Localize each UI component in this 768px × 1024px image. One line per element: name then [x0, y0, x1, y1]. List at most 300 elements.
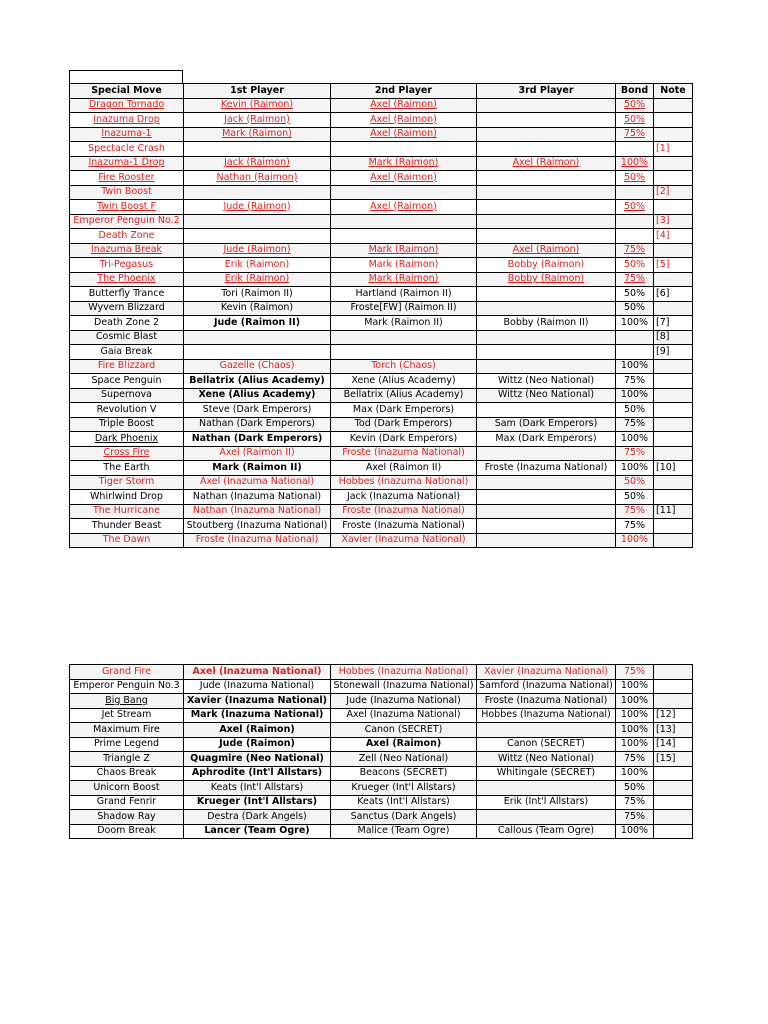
table-row — [70, 679, 693, 694]
special-move-cell: Emperor Penguin No.3 — [70, 679, 184, 694]
special-move-cell: Big Bang — [70, 694, 184, 709]
table-row — [70, 694, 693, 709]
table-row — [70, 171, 693, 186]
player3-cell — [477, 533, 616, 548]
bond-cell: 50% — [616, 781, 654, 796]
table-row — [70, 142, 693, 157]
player3-cell — [477, 127, 616, 142]
player3-cell: Froste (Inazuma National) — [477, 461, 616, 476]
special-move-cell: Butterfly Trance — [70, 287, 184, 302]
note-cell — [654, 301, 693, 316]
bond-cell: 75% — [616, 519, 654, 534]
bond-cell: 75% — [616, 752, 654, 767]
bond-cell: 50% — [616, 200, 654, 215]
player2-cell: Axel (Raimon) — [331, 200, 477, 215]
note-cell — [654, 665, 693, 680]
bond-cell — [616, 330, 654, 345]
player3-cell — [477, 171, 616, 186]
header-3rd-player: 3rd Player — [477, 84, 616, 99]
player1-cell: Nathan (Dark Emperors) — [184, 432, 331, 447]
header-1st-player: 1st Player — [184, 84, 331, 99]
note-cell — [654, 432, 693, 447]
player3-cell: Sam (Dark Emperors) — [477, 417, 616, 432]
note-cell — [654, 766, 693, 781]
player1-cell: Xene (Alius Academy) — [184, 388, 331, 403]
player1-cell: Axel (Raimon II) — [184, 446, 331, 461]
note-cell: [9] — [654, 345, 693, 360]
note-cell — [654, 113, 693, 128]
player3-cell — [477, 403, 616, 418]
player1-cell: Nathan (Dark Emperors) — [184, 417, 331, 432]
special-move-cell: Dark Phoenix — [70, 432, 184, 447]
bond-cell — [616, 229, 654, 244]
player3-cell: Erik (Int'l Allstars) — [477, 795, 616, 810]
player1-cell: Froste (Inazuma National) — [184, 533, 331, 548]
special-move-cell: Supernova — [70, 388, 184, 403]
bond-cell: 75% — [616, 243, 654, 258]
special-move-cell: Triangle Z — [70, 752, 184, 767]
special-move-cell: Shadow Ray — [70, 810, 184, 825]
table-row — [70, 533, 693, 548]
special-move-cell: Spectacle Crash — [70, 142, 184, 157]
table-row — [70, 98, 693, 113]
player1-cell: Nathan (Raimon) — [184, 171, 331, 186]
player1-cell: Axel (Inazuma National) — [184, 475, 331, 490]
special-move-cell: Twin Boost F — [70, 200, 184, 215]
player1-cell: Krueger (Int'l Allstars) — [184, 795, 331, 810]
player3-cell — [477, 519, 616, 534]
special-move-cell: The Hurricane — [70, 504, 184, 519]
player3-cell: Xavier (Inazuma National) — [477, 665, 616, 680]
player2-cell: Froste (Inazuma National) — [331, 504, 477, 519]
special-move-cell: Emperor Penguin No.2 — [70, 214, 184, 229]
table-row — [70, 432, 693, 447]
special-move-cell: Death Zone — [70, 229, 184, 244]
table-row — [70, 316, 693, 331]
player2-cell: Beacons (SECRET) — [331, 766, 477, 781]
player2-cell: Axel (Inazuma National) — [331, 708, 477, 723]
player3-cell — [477, 723, 616, 738]
table-row — [70, 272, 693, 287]
player2-cell: Froste (Inazuma National) — [331, 446, 477, 461]
player2-cell — [331, 185, 477, 200]
player1-cell: Steve (Dark Emperors) — [184, 403, 331, 418]
player1-cell — [184, 345, 331, 360]
table-row — [70, 200, 693, 215]
note-cell — [654, 417, 693, 432]
table-row — [70, 287, 693, 302]
note-cell — [654, 200, 693, 215]
player1-cell: Mark (Raimon II) — [184, 461, 331, 476]
note-cell: [6] — [654, 287, 693, 302]
player3-cell — [477, 142, 616, 157]
player2-cell — [331, 214, 477, 229]
table-row — [70, 229, 693, 244]
bond-cell: 75% — [616, 417, 654, 432]
player2-cell: Axel (Raimon) — [331, 113, 477, 128]
player3-cell: Bobby (Raimon II) — [477, 316, 616, 331]
player2-cell: Hartland (Raimon II) — [331, 287, 477, 302]
player3-cell — [477, 810, 616, 825]
player1-cell — [184, 330, 331, 345]
player1-cell: Jude (Raimon II) — [184, 316, 331, 331]
player3-cell — [477, 287, 616, 302]
player2-cell: Keats (Int'l Allstars) — [331, 795, 477, 810]
table-row — [70, 490, 693, 505]
player2-cell: Mark (Raimon II) — [331, 316, 477, 331]
note-cell — [654, 795, 693, 810]
player3-cell — [477, 359, 616, 374]
player1-cell: Aphrodite (Int'l Allstars) — [184, 766, 331, 781]
bond-cell: 75% — [616, 127, 654, 142]
player2-cell — [331, 142, 477, 157]
bond-cell: 100% — [616, 679, 654, 694]
player1-cell: Lancer (Team Ogre) — [184, 824, 331, 839]
player2-cell — [331, 345, 477, 360]
player1-cell: Xavier (Inazuma National) — [184, 694, 331, 709]
note-cell — [654, 403, 693, 418]
player1-cell: Jack (Raimon) — [184, 156, 331, 171]
header-row — [70, 84, 693, 99]
player1-cell: Jack (Raimon) — [184, 113, 331, 128]
bond-cell: 75% — [616, 272, 654, 287]
player1-cell: Destra (Dark Angels) — [184, 810, 331, 825]
player3-cell — [477, 490, 616, 505]
bond-cell: 100% — [616, 316, 654, 331]
note-cell: [13] — [654, 723, 693, 738]
special-move-cell: Prime Legend — [70, 737, 184, 752]
player2-cell: Jack (Inazuma National) — [331, 490, 477, 505]
player2-cell: Krueger (Int'l Allstars) — [331, 781, 477, 796]
bond-cell: 100% — [616, 824, 654, 839]
bond-cell: 50% — [616, 287, 654, 302]
player3-cell — [477, 446, 616, 461]
player2-cell: Max (Dark Emperors) — [331, 403, 477, 418]
bond-cell: 100% — [616, 766, 654, 781]
bond-cell: 100% — [616, 156, 654, 171]
player1-cell: Erik (Raimon) — [184, 258, 331, 273]
player3-cell: Axel (Raimon) — [477, 156, 616, 171]
bond-cell: 100% — [616, 708, 654, 723]
bond-cell: 100% — [616, 432, 654, 447]
table-row — [70, 781, 693, 796]
special-move-cell: The Earth — [70, 461, 184, 476]
player2-cell: Mark (Raimon) — [331, 243, 477, 258]
player3-cell: Hobbes (Inazuma National) — [477, 708, 616, 723]
table-row — [70, 330, 693, 345]
special-move-cell: Doom Break — [70, 824, 184, 839]
note-cell — [654, 490, 693, 505]
note-cell — [654, 388, 693, 403]
player1-cell: Quagmire (Neo National) — [184, 752, 331, 767]
note-cell: [1] — [654, 142, 693, 157]
special-move-cell: Triple Boost — [70, 417, 184, 432]
special-move-cell: The Phoenix — [70, 272, 184, 287]
bond-cell — [616, 345, 654, 360]
note-cell: [3] — [654, 214, 693, 229]
bond-cell: 100% — [616, 737, 654, 752]
special-moves-table-2 — [69, 664, 693, 839]
player2-cell: Axel (Raimon II) — [331, 461, 477, 476]
special-move-cell: Twin Boost — [70, 185, 184, 200]
player3-cell: Axel (Raimon) — [477, 243, 616, 258]
header-note: Note — [654, 84, 693, 99]
player2-cell: Zell (Neo National) — [331, 752, 477, 767]
table-row — [70, 504, 693, 519]
table-row — [70, 359, 693, 374]
player3-cell — [477, 185, 616, 200]
table-row — [70, 723, 693, 738]
header-special-move: Special Move — [70, 84, 184, 99]
special-move-cell: Inazuma Drop — [70, 113, 184, 128]
note-cell — [654, 446, 693, 461]
table-row — [70, 824, 693, 839]
bond-cell: 100% — [616, 359, 654, 374]
player3-cell — [477, 98, 616, 113]
table-row — [70, 185, 693, 200]
sheet-corner-cell — [69, 70, 183, 84]
player2-cell: Bellatrix (Alius Academy) — [331, 388, 477, 403]
note-cell — [654, 359, 693, 374]
player1-cell: Mark (Raimon) — [184, 127, 331, 142]
player2-cell: Mark (Raimon) — [331, 258, 477, 273]
special-move-cell: Revolution V — [70, 403, 184, 418]
special-move-cell: Inazuma Break — [70, 243, 184, 258]
note-cell: [15] — [654, 752, 693, 767]
bond-cell: 75% — [616, 374, 654, 389]
table-row — [70, 461, 693, 476]
special-move-cell: Wyvern Blizzard — [70, 301, 184, 316]
special-move-cell: Whirlwind Drop — [70, 490, 184, 505]
special-move-cell: Dragon Tornado — [70, 98, 184, 113]
player1-cell: Axel (Raimon) — [184, 723, 331, 738]
table-row — [70, 301, 693, 316]
player1-cell: Nathan (Inazuma National) — [184, 504, 331, 519]
table-row — [70, 243, 693, 258]
bond-cell — [616, 142, 654, 157]
note-cell — [654, 98, 693, 113]
header-2nd-player: 2nd Player — [331, 84, 477, 99]
special-move-cell: Inazuma-1 Drop — [70, 156, 184, 171]
player1-cell: Erik (Raimon) — [184, 272, 331, 287]
bond-cell: 50% — [616, 403, 654, 418]
player2-cell: Malice (Team Ogre) — [331, 824, 477, 839]
special-move-cell: Space Penguin — [70, 374, 184, 389]
player1-cell: Gazelle (Chaos) — [184, 359, 331, 374]
player2-cell: Xene (Alius Academy) — [331, 374, 477, 389]
special-move-cell: Grand Fenrir — [70, 795, 184, 810]
player2-cell: Jude (Inazuma National) — [331, 694, 477, 709]
note-cell — [654, 533, 693, 548]
bond-cell: 50% — [616, 98, 654, 113]
note-cell — [654, 694, 693, 709]
table-row — [70, 519, 693, 534]
player3-cell — [477, 200, 616, 215]
player3-cell: Bobby (Raimon) — [477, 272, 616, 287]
player3-cell: Canon (SECRET) — [477, 737, 616, 752]
special-move-cell: Fire Blizzard — [70, 359, 184, 374]
table-row — [70, 403, 693, 418]
bond-cell: 50% — [616, 258, 654, 273]
header-bond: Bond — [616, 84, 654, 99]
player3-cell: Bobby (Raimon) — [477, 258, 616, 273]
table-row — [70, 388, 693, 403]
player2-cell: Canon (SECRET) — [331, 723, 477, 738]
player1-cell: Stoutberg (Inazuma National) — [184, 519, 331, 534]
special-move-cell: Jet Stream — [70, 708, 184, 723]
bond-cell: 75% — [616, 504, 654, 519]
player1-cell — [184, 185, 331, 200]
note-cell: [12] — [654, 708, 693, 723]
table-row — [70, 795, 693, 810]
player2-cell: Mark (Raimon) — [331, 272, 477, 287]
player2-cell: Kevin (Dark Emperors) — [331, 432, 477, 447]
note-cell: [2] — [654, 185, 693, 200]
special-move-cell: Tri-Pegasus — [70, 258, 184, 273]
player2-cell: Xavier (Inazuma National) — [331, 533, 477, 548]
note-cell: [8] — [654, 330, 693, 345]
player3-cell: Max (Dark Emperors) — [477, 432, 616, 447]
player3-cell — [477, 345, 616, 360]
player1-cell: Kevin (Raimon) — [184, 98, 331, 113]
player2-cell: Torch (Chaos) — [331, 359, 477, 374]
special-move-cell: Death Zone 2 — [70, 316, 184, 331]
special-move-cell: Chaos Break — [70, 766, 184, 781]
player3-cell — [477, 229, 616, 244]
player1-cell: Jude (Raimon) — [184, 243, 331, 258]
player1-cell: Kevin (Raimon) — [184, 301, 331, 316]
player3-cell — [477, 781, 616, 796]
bond-cell: 75% — [616, 446, 654, 461]
note-cell: [14] — [654, 737, 693, 752]
player2-cell — [331, 330, 477, 345]
player3-cell: Callous (Team Ogre) — [477, 824, 616, 839]
note-cell — [654, 781, 693, 796]
note-cell — [654, 475, 693, 490]
note-cell — [654, 374, 693, 389]
player3-cell — [477, 214, 616, 229]
note-cell: [4] — [654, 229, 693, 244]
player3-cell — [477, 113, 616, 128]
player1-cell — [184, 214, 331, 229]
player1-cell: Jude (Raimon) — [184, 737, 331, 752]
player2-cell: Hobbes (Inazuma National) — [331, 475, 477, 490]
note-cell — [654, 127, 693, 142]
table-row — [70, 708, 693, 723]
special-move-cell: Gaia Break — [70, 345, 184, 360]
note-cell — [654, 243, 693, 258]
bond-cell: 50% — [616, 475, 654, 490]
special-move-cell: Maximum Fire — [70, 723, 184, 738]
player1-cell: Jude (Raimon) — [184, 200, 331, 215]
bond-cell: 50% — [616, 113, 654, 128]
player1-cell: Bellatrix (Alius Academy) — [184, 374, 331, 389]
player3-cell: Wittz (Neo National) — [477, 374, 616, 389]
player2-cell: Axel (Raimon) — [331, 737, 477, 752]
player3-cell: Froste (Inazuma National) — [477, 694, 616, 709]
player3-cell — [477, 504, 616, 519]
note-cell — [654, 519, 693, 534]
note-cell — [654, 171, 693, 186]
player2-cell — [331, 229, 477, 244]
bond-cell — [616, 214, 654, 229]
note-cell: [11] — [654, 504, 693, 519]
player3-cell — [477, 475, 616, 490]
special-move-cell: The Dawn — [70, 533, 184, 548]
player2-cell: Stonewall (Inazuma National) — [331, 679, 477, 694]
note-cell — [654, 679, 693, 694]
special-move-cell: Tiger Storm — [70, 475, 184, 490]
player3-cell — [477, 301, 616, 316]
table-row — [70, 214, 693, 229]
player2-cell: Tod (Dark Emperors) — [331, 417, 477, 432]
bond-cell — [616, 185, 654, 200]
special-moves-table — [69, 83, 693, 548]
note-cell: [5] — [654, 258, 693, 273]
player1-cell — [184, 142, 331, 157]
special-move-cell: Thunder Beast — [70, 519, 184, 534]
player1-cell: Jude (Inazuma National) — [184, 679, 331, 694]
table-row — [70, 737, 693, 752]
bond-cell: 50% — [616, 171, 654, 186]
table-row — [70, 127, 693, 142]
player2-cell: Froste (Inazuma National) — [331, 519, 477, 534]
table-row — [70, 766, 693, 781]
player2-cell: Axel (Raimon) — [331, 127, 477, 142]
table-row — [70, 417, 693, 432]
player3-cell: Wittz (Neo National) — [477, 752, 616, 767]
player3-cell: Samford (Inazuma National) — [477, 679, 616, 694]
note-cell — [654, 272, 693, 287]
bond-cell: 100% — [616, 388, 654, 403]
special-move-cell: Unicorn Boost — [70, 781, 184, 796]
player1-cell — [184, 229, 331, 244]
bond-cell: 100% — [616, 461, 654, 476]
table-row — [70, 156, 693, 171]
table-row — [70, 752, 693, 767]
table-row — [70, 345, 693, 360]
bond-cell: 100% — [616, 533, 654, 548]
player1-cell: Tori (Raimon II) — [184, 287, 331, 302]
table-row — [70, 374, 693, 389]
bond-cell: 75% — [616, 665, 654, 680]
player1-cell: Nathan (Inazuma National) — [184, 490, 331, 505]
table-row — [70, 446, 693, 461]
bond-cell: 50% — [616, 301, 654, 316]
table-row — [70, 810, 693, 825]
table-row — [70, 665, 693, 680]
special-move-cell: Cross Fire — [70, 446, 184, 461]
note-cell: [10] — [654, 461, 693, 476]
table-row — [70, 475, 693, 490]
bond-cell: 100% — [616, 723, 654, 738]
player2-cell: Axel (Raimon) — [331, 98, 477, 113]
special-move-cell: Cosmic Blast — [70, 330, 184, 345]
bond-cell: 75% — [616, 810, 654, 825]
player2-cell: Froste[FW] (Raimon II) — [331, 301, 477, 316]
player1-cell: Keats (Int'l Allstars) — [184, 781, 331, 796]
bond-cell: 100% — [616, 694, 654, 709]
player2-cell: Mark (Raimon) — [331, 156, 477, 171]
note-cell — [654, 156, 693, 171]
player3-cell: Wittz (Neo National) — [477, 388, 616, 403]
player3-cell: Whitingale (SECRET) — [477, 766, 616, 781]
special-move-cell: Inazuma-1 — [70, 127, 184, 142]
note-cell — [654, 824, 693, 839]
player2-cell: Hobbes (Inazuma National) — [331, 665, 477, 680]
player3-cell — [477, 330, 616, 345]
player1-cell: Axel (Inazuma National) — [184, 665, 331, 680]
